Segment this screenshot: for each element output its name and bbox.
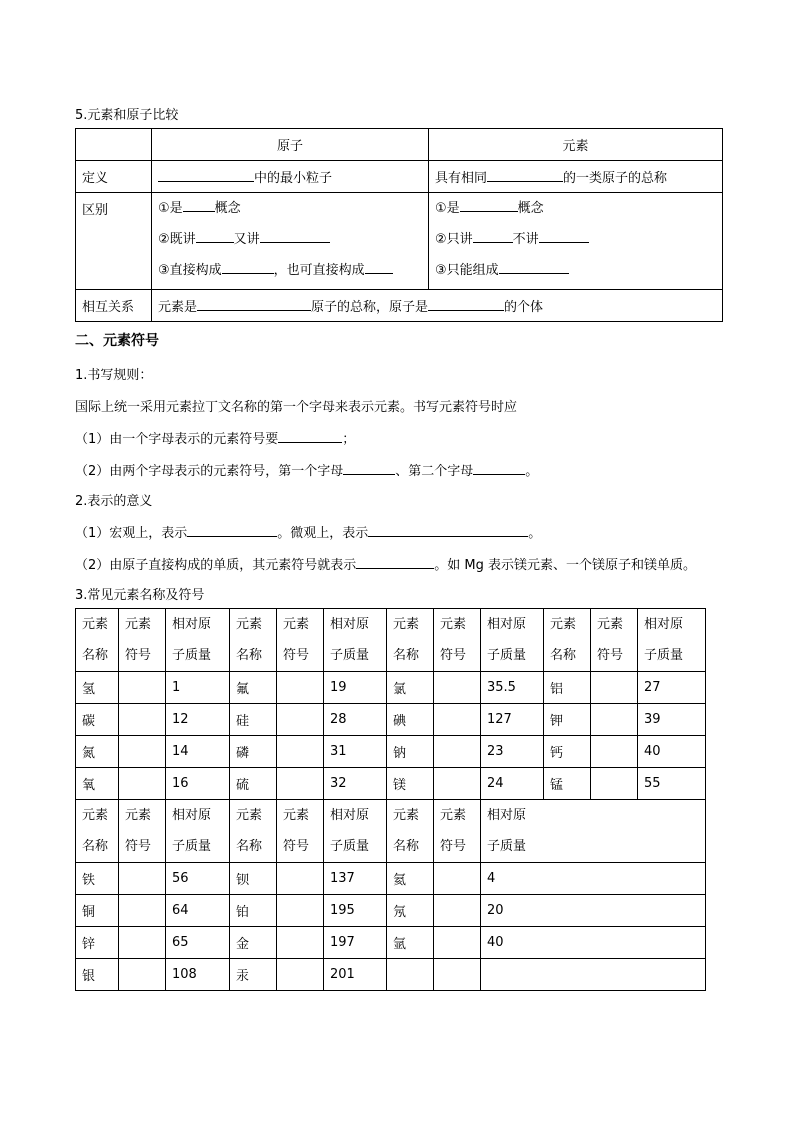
text-fragment: 名称 (82, 839, 109, 854)
table-cell: 197 (324, 927, 387, 959)
text-fragment: 不讲 (512, 232, 539, 247)
fill-in-blank (197, 298, 311, 311)
text-fragment: 概念 (517, 201, 544, 216)
header-symbol (277, 609, 324, 672)
fill-in-blank (183, 199, 215, 212)
table-cell: 镁 (387, 768, 434, 800)
table-cell (119, 863, 166, 895)
meaning-title: 2.表示的意义 (75, 494, 153, 509)
text-fragment: 符号 (283, 839, 310, 854)
rule-1 (75, 428, 355, 447)
text-fragment: 原子的总称，原子是 (311, 300, 429, 315)
text-fragment: 名称 (550, 648, 577, 663)
table-cell (277, 927, 324, 959)
table-cell: 铝 (544, 672, 591, 704)
common-elements-table (75, 608, 706, 991)
section-5-title: 5.元素和原子比较 (75, 108, 179, 123)
text-fragment: 。 (528, 526, 542, 541)
table-cell: 氟 (230, 672, 277, 704)
fill-in-blank (356, 556, 434, 569)
fill-in-blank (158, 169, 254, 182)
fill-in-blank (368, 524, 528, 537)
fill-in-blank (343, 462, 395, 475)
difference-element (429, 193, 723, 290)
text-fragment: 元素 (597, 617, 624, 632)
table-row (76, 768, 706, 800)
row-label-definition: 定义 (76, 161, 152, 193)
table-row (76, 704, 706, 736)
text-fragment: 子质量 (172, 648, 212, 663)
header-symbol (434, 609, 481, 672)
table-cell: 55 (638, 768, 706, 800)
text-fragment: 子质量 (487, 839, 527, 854)
text-fragment: 元素 (82, 617, 109, 632)
table-cell: 28 (324, 704, 387, 736)
text-fragment: 的一类原子的总称 (563, 171, 668, 186)
header-symbol (119, 800, 166, 863)
table-cell: 31 (324, 736, 387, 768)
writing-rules-title: 1.书写规则： (75, 368, 153, 383)
fill-in-blank (487, 169, 563, 182)
text-fragment: 元素 (236, 617, 263, 632)
table-cell: 氧 (76, 768, 119, 800)
text-fragment: 。微观上，表示 (277, 526, 369, 541)
header-element: 元素 (429, 129, 723, 161)
fill-in-blank (196, 230, 234, 243)
text-fragment: （2）由原子直接构成的单质，其元素符号就表示 (75, 558, 357, 573)
table-header-row (76, 609, 706, 672)
text-fragment: 。 (525, 464, 539, 479)
table-cell (119, 959, 166, 991)
text-fragment: （1）由一个字母表示的元素符号要 (75, 432, 279, 447)
text-fragment: ③只能组成 (435, 263, 499, 278)
table-cell (434, 863, 481, 895)
fill-in-blank (260, 230, 330, 243)
atom-element-comparison-table (75, 128, 723, 322)
table-cell: 磷 (230, 736, 277, 768)
table-cell: 铁 (76, 863, 119, 895)
definition-element (429, 161, 723, 193)
common-elements-title: 3.常见元素名称及符号 (75, 588, 205, 603)
table-cell: 氖 (387, 895, 434, 927)
text-fragment: 具有相同 (435, 171, 488, 186)
text-fragment: 符号 (283, 648, 310, 663)
table-cell: 65 (166, 927, 230, 959)
table-cell (434, 895, 481, 927)
table-cell: 64 (166, 895, 230, 927)
header-name (76, 609, 119, 672)
header-mass (481, 609, 544, 672)
text-fragment: 符号 (597, 648, 624, 663)
table-cell: 碳 (76, 704, 119, 736)
text-fragment: 子质量 (172, 839, 212, 854)
table-cell: 127 (481, 704, 544, 736)
table-cell: 氯 (387, 672, 434, 704)
row-label-relation: 相互关系 (76, 290, 152, 322)
header-symbol (119, 609, 166, 672)
fill-in-blank (473, 230, 513, 243)
difference-atom (152, 193, 429, 290)
table-cell: 硫 (230, 768, 277, 800)
table-cell (481, 959, 706, 991)
table-cell: 35.5 (481, 672, 544, 704)
table-cell (387, 959, 434, 991)
table-row (76, 927, 706, 959)
writing-rules-text: 国际上统一采用元素拉丁文名称的第一个字母来表示元素。书写元素符号时应 (75, 400, 518, 415)
table-row (76, 895, 706, 927)
table-cell (119, 736, 166, 768)
table-cell (277, 959, 324, 991)
text-fragment: 相对原 (330, 617, 370, 632)
fill-in-blank (187, 524, 277, 537)
text-fragment: 元素 (125, 617, 152, 632)
text-fragment: 相对原 (644, 617, 684, 632)
definition-atom (152, 161, 429, 193)
table-cell (119, 768, 166, 800)
text-fragment: ③直接构成 (158, 263, 222, 278)
table-cell: 氢 (76, 672, 119, 704)
text-fragment: 相对原 (487, 808, 527, 823)
header-name (76, 800, 119, 863)
text-fragment: 元素 (236, 808, 263, 823)
text-fragment: 符号 (440, 648, 467, 663)
text-fragment: 。如 Mg 表示镁元素、一个镁原子和镁单质。 (434, 558, 697, 573)
table-cell: 氩 (387, 927, 434, 959)
text-fragment: 又讲 (233, 232, 260, 247)
table-cell: 201 (324, 959, 387, 991)
header-name (230, 800, 277, 863)
table-cell (591, 672, 638, 704)
table-cell: 195 (324, 895, 387, 927)
text-fragment: 元素 (393, 617, 420, 632)
text-fragment: 中的最小粒子 (254, 171, 333, 186)
section-heading-element-symbols: 二、元素符号 (75, 333, 159, 349)
fill-in-blank (278, 430, 342, 443)
header-symbol (277, 800, 324, 863)
text-fragment: ，也可直接构成 (273, 263, 365, 278)
relation-text (152, 290, 723, 322)
text-fragment: ； (342, 432, 356, 447)
table-cell (434, 927, 481, 959)
header-name (230, 609, 277, 672)
text-fragment: 名称 (393, 839, 420, 854)
header-mass (324, 609, 387, 672)
table-cell: 碘 (387, 704, 434, 736)
table-cell: 1 (166, 672, 230, 704)
table-cell: 27 (638, 672, 706, 704)
table-cell (277, 704, 324, 736)
text-fragment: 子质量 (330, 648, 370, 663)
table-cell (119, 927, 166, 959)
table-cell: 银 (76, 959, 119, 991)
table-cell (277, 736, 324, 768)
meaning-1 (75, 522, 541, 541)
table-cell: 16 (166, 768, 230, 800)
table-cell (277, 895, 324, 927)
table-cell: 14 (166, 736, 230, 768)
text-fragment: 子质量 (644, 648, 684, 663)
text-fragment: 符号 (125, 648, 152, 663)
header-atom: 原子 (152, 129, 429, 161)
text-fragment: 元素 (125, 808, 152, 823)
table-cell (434, 704, 481, 736)
table-cell (434, 768, 481, 800)
table-cell: 钡 (230, 863, 277, 895)
header-name (387, 800, 434, 863)
text-fragment: 元素 (283, 617, 310, 632)
table-cell (277, 863, 324, 895)
header-mass (638, 609, 706, 672)
table-cell: 20 (481, 895, 706, 927)
table-row (76, 193, 723, 290)
table-cell: 氦 (387, 863, 434, 895)
text-fragment: 相对原 (330, 808, 370, 823)
header-name (387, 609, 434, 672)
text-fragment: ②只讲 (435, 232, 473, 247)
table-cell: 56 (166, 863, 230, 895)
fill-in-blank (473, 462, 525, 475)
text-fragment: 名称 (82, 648, 109, 663)
table-cell: 锰 (544, 768, 591, 800)
header-mass (166, 609, 230, 672)
fill-in-blank (539, 230, 589, 243)
header-mass (324, 800, 387, 863)
header-mass (166, 800, 230, 863)
header-name (544, 609, 591, 672)
header-symbol (434, 800, 481, 863)
rule-2 (75, 460, 538, 479)
table-cell (591, 768, 638, 800)
text-fragment: 相对原 (487, 617, 527, 632)
row-label-difference: 区别 (76, 193, 152, 290)
fill-in-blank (428, 298, 504, 311)
table-row (76, 863, 706, 895)
header-mass (481, 800, 706, 863)
text-fragment: 相对原 (172, 617, 212, 632)
text-fragment: 概念 (214, 201, 241, 216)
table-row (76, 161, 723, 193)
fill-in-blank (460, 199, 518, 212)
table-row (76, 129, 723, 161)
table-cell: 39 (638, 704, 706, 736)
fill-in-blank (499, 261, 569, 274)
text-fragment: 子质量 (487, 648, 527, 663)
table-cell: 4 (481, 863, 706, 895)
table-cell (277, 672, 324, 704)
table-row (76, 672, 706, 704)
table-cell: 铜 (76, 895, 119, 927)
table-cell: 23 (481, 736, 544, 768)
fill-in-blank (222, 261, 274, 274)
table-cell (76, 129, 152, 161)
text-fragment: ①是 (435, 201, 460, 216)
text-fragment: 元素 (82, 808, 109, 823)
table-cell (119, 895, 166, 927)
table-cell: 锌 (76, 927, 119, 959)
table-cell: 硅 (230, 704, 277, 736)
table-cell: 137 (324, 863, 387, 895)
text-fragment: 元素 (393, 808, 420, 823)
table-cell: 108 (166, 959, 230, 991)
table-cell: 19 (324, 672, 387, 704)
text-fragment: 符号 (125, 839, 152, 854)
text-fragment: 元素 (440, 808, 467, 823)
text-fragment: 符号 (440, 839, 467, 854)
fill-in-blank (365, 261, 393, 274)
table-cell (277, 768, 324, 800)
table-cell (434, 959, 481, 991)
table-cell (434, 672, 481, 704)
text-fragment: 名称 (236, 648, 263, 663)
text-fragment: 元素 (550, 617, 577, 632)
text-fragment: 子质量 (330, 839, 370, 854)
text-fragment: 、第二个字母 (395, 464, 474, 479)
table-cell: 钾 (544, 704, 591, 736)
table-row (76, 736, 706, 768)
table-cell: 铂 (230, 895, 277, 927)
table-cell: 钙 (544, 736, 591, 768)
table-cell: 40 (638, 736, 706, 768)
table-cell: 汞 (230, 959, 277, 991)
text-fragment: 名称 (393, 648, 420, 663)
meaning-2 (75, 554, 696, 573)
text-fragment: ②既讲 (158, 232, 196, 247)
header-symbol (591, 609, 638, 672)
table-cell: 32 (324, 768, 387, 800)
table-cell: 24 (481, 768, 544, 800)
table-cell (591, 704, 638, 736)
table-cell: 金 (230, 927, 277, 959)
table-cell: 40 (481, 927, 706, 959)
text-fragment: 元素 (283, 808, 310, 823)
table-cell: 氮 (76, 736, 119, 768)
table-cell: 12 (166, 704, 230, 736)
table-header-row (76, 800, 706, 863)
text-fragment: 元素是 (158, 300, 198, 315)
text-fragment: （2）由两个字母表示的元素符号，第一个字母 (75, 464, 344, 479)
text-fragment: 相对原 (172, 808, 212, 823)
table-cell: 钠 (387, 736, 434, 768)
table-cell (119, 704, 166, 736)
table-row (76, 290, 723, 322)
table-cell (434, 736, 481, 768)
text-fragment: 的个体 (504, 300, 544, 315)
table-row (76, 959, 706, 991)
table-cell (591, 736, 638, 768)
text-fragment: （1）宏观上，表示 (75, 526, 188, 541)
text-fragment: ①是 (158, 201, 183, 216)
text-fragment: 名称 (236, 839, 263, 854)
table-cell (119, 672, 166, 704)
text-fragment: 元素 (440, 617, 467, 632)
